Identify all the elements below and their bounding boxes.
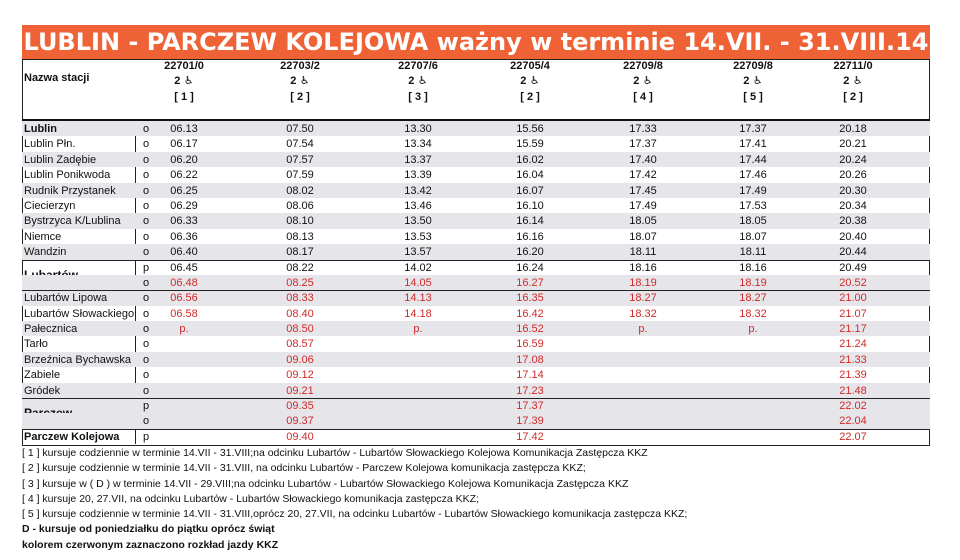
train-note-ref: [ 5 ] <box>743 91 763 103</box>
time-cell: 17.37 <box>516 400 544 413</box>
legend-note: kolorem czerwonym zaznaczono rozkład jazdy KKZ <box>22 538 279 551</box>
table-row <box>22 167 930 182</box>
table-row <box>22 413 930 428</box>
time-cell: 22.04 <box>839 415 867 428</box>
table-row <box>22 398 930 413</box>
footnote: [ 2 ] kursuje codziennie w terminie 14.VII - 31.VIII, na odcinku Lubartów - Parczew Kolejowa komunikacja zastępcza KKZ; <box>22 462 586 475</box>
time-cell: 18.27 <box>739 292 767 305</box>
station-name: Lublin Płn. <box>24 138 76 151</box>
train-class <box>598 74 688 88</box>
time-cell: 17.42 <box>516 430 544 443</box>
arrival-departure-mark: o <box>143 153 150 166</box>
station-name: Lublin Zadębie <box>24 153 97 166</box>
arrival-departure-mark: o <box>143 338 150 351</box>
time-cell: 16.35 <box>516 292 544 305</box>
arrival-departure-mark: o <box>143 138 150 151</box>
arrival-departure-mark: o <box>143 369 150 382</box>
train-number: 22707/6 <box>398 60 438 72</box>
time-cell: 22.07 <box>839 430 867 443</box>
time-cell: 16.02 <box>516 153 544 166</box>
time-cell: 09.21 <box>286 384 314 397</box>
time-cell: 08.17 <box>286 246 314 259</box>
train-class-value: 2 <box>743 75 750 87</box>
table-row <box>22 198 930 213</box>
table-row <box>22 121 930 136</box>
train-class <box>708 74 798 88</box>
train-class <box>255 74 345 88</box>
train-note-ref: [ 2 ] <box>843 91 863 103</box>
time-cell: 17.14 <box>516 369 544 382</box>
table-row <box>22 336 930 351</box>
time-cell: 17.39 <box>516 415 544 428</box>
station-name: Tarło <box>24 338 48 351</box>
arrival-departure-mark: o <box>143 384 150 397</box>
time-cell: 08.13 <box>286 230 314 243</box>
time-cell: 13.39 <box>404 169 432 182</box>
train-class-value: 2 <box>843 75 850 87</box>
time-cell: 18.07 <box>739 230 767 243</box>
time-cell: 20.24 <box>839 153 867 166</box>
time-cell: 07.50 <box>286 123 314 135</box>
table-row <box>22 213 930 228</box>
time-cell: 17.33 <box>629 123 657 135</box>
time-cell: 21.00 <box>839 292 867 305</box>
time-cell: 07.54 <box>286 138 314 151</box>
time-cell: 13.34 <box>404 138 432 151</box>
time-cell: 17.42 <box>629 169 657 182</box>
time-cell: 22.02 <box>839 400 867 413</box>
time-cell: 06.45 <box>170 261 198 274</box>
time-cell: 18.05 <box>629 215 657 228</box>
time-cell: 08.33 <box>286 292 314 305</box>
time-cell: 14.18 <box>404 307 432 320</box>
arrival-departure-mark: o <box>143 415 150 428</box>
train-number: 22703/2 <box>280 60 320 72</box>
station-name: Niemce <box>24 230 62 243</box>
table-row <box>22 275 930 290</box>
train-note-ref: [ 4 ] <box>633 91 653 103</box>
footnote: [ 1 ] kursuje codziennie w terminie 14.VII - 31.VIII;na odcinku Lubartów - Lubartów Słowackiego Kolejowa Komunikacja Zastępcza KKZ <box>22 447 648 459</box>
time-cell: 18.16 <box>739 261 767 274</box>
table-row <box>22 352 930 367</box>
train-note-ref: [ 2 ] <box>520 91 540 103</box>
time-cell: 20.49 <box>839 261 867 274</box>
time-cell: 06.33 <box>170 215 198 228</box>
time-cell: 18.19 <box>629 276 657 289</box>
time-cell: 09.06 <box>286 353 314 366</box>
footnote: [ 3 ] kursuje w ( D ) w terminie 14.VII - 29.VIII;na odcinku Lubartów - Lubartów Słowackiego Kolejowa Komunikacja Zastępcza KKZ <box>22 477 629 490</box>
time-cell: 16.07 <box>516 184 544 197</box>
time-cell: 08.10 <box>286 215 314 228</box>
time-cell: 06.17 <box>170 138 198 151</box>
arrival-departure-mark: o <box>143 307 150 320</box>
station-name: Lublin <box>24 123 57 135</box>
train-number: 22705/4 <box>510 60 550 72</box>
table-row <box>22 183 930 198</box>
time-cell: 06.36 <box>170 230 198 243</box>
station-name: Parczew Kolejowa <box>24 430 120 443</box>
time-cell: 20.38 <box>839 215 867 228</box>
time-cell: p. <box>638 323 648 336</box>
train-class-value: 2 <box>174 75 181 87</box>
train-number: 22701/0 <box>164 60 204 72</box>
time-cell: 20.18 <box>839 123 867 135</box>
time-cell: 15.59 <box>516 138 544 151</box>
train-note-ref: [ 1 ] <box>174 91 194 103</box>
time-cell: 08.40 <box>286 307 314 320</box>
footnotes <box>22 446 687 553</box>
table-row <box>22 429 930 444</box>
station-name: Ciecierzyn <box>24 199 76 212</box>
time-cell: 14.05 <box>404 276 432 289</box>
time-cell: 17.37 <box>739 123 767 135</box>
time-cell: 08.25 <box>286 276 314 289</box>
time-cell: 18.27 <box>629 292 657 305</box>
timetable-title: LUBLIN - PARCZEW KOLEJOWA ważny w terminie 14.VII. - 31.VIII.14 <box>22 25 930 59</box>
time-cell: 08.02 <box>286 184 314 197</box>
time-cell: 17.49 <box>629 199 657 212</box>
time-cell: 17.23 <box>516 384 544 397</box>
time-cell: 21.24 <box>839 338 867 351</box>
time-cell: 18.11 <box>629 246 657 259</box>
time-cell: 16.24 <box>516 261 544 274</box>
arrival-departure-mark: o <box>143 246 150 259</box>
time-cell: 13.42 <box>404 184 432 197</box>
time-cell: p. <box>413 323 423 336</box>
time-cell: p. <box>748 323 758 336</box>
train-note-ref: [ 2 ] <box>290 91 310 103</box>
arrival-departure-mark: o <box>143 184 150 197</box>
station-name: Zabiele <box>24 369 61 382</box>
station-column-header: Nazwa stacji <box>24 72 90 84</box>
wheelchair-icon: ♿ <box>749 74 763 87</box>
train-class-value: 2 <box>290 75 297 87</box>
arrival-departure-mark: o <box>143 199 150 212</box>
arrival-departure-mark: p <box>143 261 150 274</box>
table-row <box>22 367 930 382</box>
time-cell: 16.10 <box>516 199 544 212</box>
time-cell: 06.40 <box>170 246 198 259</box>
legend-note: D - kursuje od poniedziałku do piątku oprócz świąt <box>22 523 275 536</box>
time-cell: 13.46 <box>404 199 432 212</box>
time-cell: 06.56 <box>170 292 198 305</box>
time-cell: p. <box>179 323 189 336</box>
time-cell: 17.37 <box>629 138 657 151</box>
time-cell: 06.22 <box>170 169 198 182</box>
station-name: Lubartów Lipowa <box>24 292 108 305</box>
time-cell: 09.35 <box>286 400 314 413</box>
time-cell: 17.44 <box>739 153 767 166</box>
time-cell: 14.13 <box>404 292 432 305</box>
arrival-departure-mark: o <box>143 123 150 135</box>
train-class-value: 2 <box>633 75 640 87</box>
table-row <box>22 383 930 398</box>
arrival-departure-mark: o <box>143 215 150 228</box>
arrival-departure-mark: o <box>143 169 150 182</box>
wheelchair-icon: ♿ <box>414 74 428 87</box>
arrival-departure-mark: p <box>143 430 150 443</box>
table-row <box>22 136 930 151</box>
time-cell: 20.40 <box>839 230 867 243</box>
wheelchair-icon: ♿ <box>296 74 310 87</box>
time-cell: 16.59 <box>516 338 544 351</box>
time-cell: 20.52 <box>839 276 867 289</box>
arrival-departure-mark: o <box>143 276 150 289</box>
time-cell: 16.04 <box>516 169 544 182</box>
wheelchair-icon: ♿ <box>526 74 540 87</box>
station-name: Pałecznica <box>24 323 78 336</box>
time-cell: 08.06 <box>286 199 314 212</box>
wheelchair-icon: ♿ <box>180 74 194 87</box>
time-cell: 16.52 <box>516 323 544 336</box>
station-name: Lublin Ponikwoda <box>24 169 111 182</box>
time-cell: 09.12 <box>286 369 314 382</box>
table-row <box>22 260 930 275</box>
time-cell: 16.27 <box>516 276 544 289</box>
time-cell: 20.21 <box>839 138 867 151</box>
time-cell: 21.39 <box>839 369 867 382</box>
wheelchair-icon: ♿ <box>849 74 863 87</box>
table-row <box>22 152 930 167</box>
station-name: Brzeźnica Bychawska <box>24 353 131 366</box>
time-cell: 18.32 <box>629 307 657 320</box>
station-name: Wandzin <box>24 246 67 259</box>
time-cell: 06.13 <box>170 123 198 135</box>
station-name: Rudnik Przystanek <box>24 184 116 197</box>
time-cell: 16.42 <box>516 307 544 320</box>
time-cell: 06.58 <box>170 307 198 320</box>
time-cell: 08.57 <box>286 338 314 351</box>
time-cell: 18.11 <box>739 246 767 259</box>
time-cell: 15.56 <box>516 123 544 135</box>
station-name: Bystrzyca K/Lublina <box>24 215 121 228</box>
wheelchair-icon: ♿ <box>639 74 653 87</box>
time-cell: 21.48 <box>839 384 867 397</box>
time-cell: 17.53 <box>739 199 767 212</box>
time-cell: 16.20 <box>516 246 544 259</box>
station-name: Gródek <box>24 384 61 397</box>
time-cell: 09.40 <box>286 430 314 443</box>
time-cell: 06.29 <box>170 199 198 212</box>
time-cell: 17.08 <box>516 353 544 366</box>
table-row <box>22 229 930 244</box>
table-row <box>22 244 930 259</box>
time-cell: 18.16 <box>629 261 657 274</box>
train-class <box>373 74 463 88</box>
table-row <box>22 321 930 336</box>
time-cell: 18.19 <box>739 276 767 289</box>
time-cell: 21.17 <box>839 323 867 336</box>
train-class-value: 2 <box>520 75 527 87</box>
footnote: [ 4 ] kursuje 20, 27.VII, na odcinku Lubartów - Lubartów Słowackiego komunikacja zastępcza KKZ; <box>22 492 479 505</box>
time-cell: 06.20 <box>170 153 198 166</box>
time-cell: 16.16 <box>516 230 544 243</box>
time-cell: 20.34 <box>839 199 867 212</box>
time-cell: 07.57 <box>286 153 314 166</box>
train-number: 22711/0 <box>833 60 873 72</box>
train-number: 22709/8 <box>733 60 773 72</box>
time-cell: 06.25 <box>170 184 198 197</box>
time-cell: 17.41 <box>739 138 767 151</box>
table-row <box>22 290 930 305</box>
train-class <box>808 74 898 88</box>
arrival-departure-mark: o <box>143 323 150 336</box>
time-cell: 14.02 <box>404 261 432 274</box>
train-note-ref: [ 3 ] <box>408 91 428 103</box>
time-cell: 13.37 <box>404 153 432 166</box>
time-cell: 20.30 <box>839 184 867 197</box>
time-cell: 08.50 <box>286 323 314 336</box>
train-class <box>485 74 575 88</box>
time-cell: 13.53 <box>404 230 432 243</box>
time-cell: 18.05 <box>739 215 767 228</box>
timetable-rows <box>22 121 930 444</box>
arrival-departure-mark: o <box>143 292 150 305</box>
train-class-value: 2 <box>408 75 415 87</box>
arrival-departure-mark: p <box>143 400 150 413</box>
time-cell: 17.40 <box>629 153 657 166</box>
station-name: Lubartów Słowackiego <box>24 307 135 320</box>
arrival-departure-mark: o <box>143 230 150 243</box>
time-cell: 13.50 <box>404 215 432 228</box>
train-class <box>139 74 229 88</box>
time-cell: 06.48 <box>170 276 198 289</box>
time-cell: 20.26 <box>839 169 867 182</box>
train-number: 22709/8 <box>623 60 663 72</box>
arrival-departure-mark: o <box>143 353 150 366</box>
time-cell: 17.45 <box>629 184 657 197</box>
time-cell: 17.46 <box>739 169 767 182</box>
table-row <box>22 306 930 321</box>
time-cell: 20.44 <box>839 246 867 259</box>
time-cell: 18.32 <box>739 307 767 320</box>
time-cell: 16.14 <box>516 215 544 228</box>
time-cell: 21.07 <box>839 307 867 320</box>
time-cell: 21.33 <box>839 353 867 366</box>
time-cell: 13.30 <box>404 123 432 135</box>
time-cell: 13.57 <box>404 246 432 259</box>
time-cell: 18.07 <box>629 230 657 243</box>
time-cell: 17.49 <box>739 184 767 197</box>
time-cell: 09.37 <box>286 415 314 428</box>
time-cell: 08.22 <box>286 261 314 274</box>
time-cell: 07.59 <box>286 169 314 182</box>
footnote: [ 5 ] kursuje codziennie w terminie 14.VII - 31.VIII,oprócz 20, 27.VII, na odcinku Lubartów - Lubartów Słowackiego komunikacja zastępcza KKZ; <box>22 508 688 521</box>
